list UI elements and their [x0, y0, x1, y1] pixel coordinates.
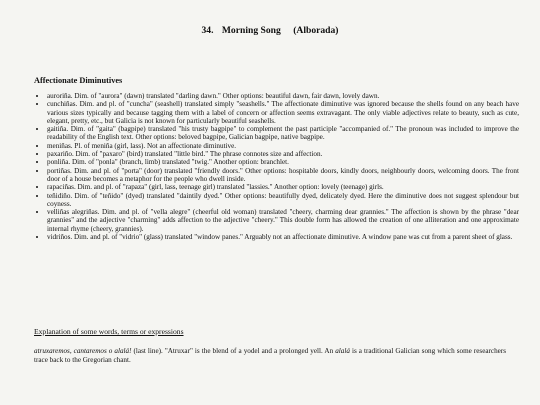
- list-item: • portiñas. Dim. and pl. of "porta" (door) translated "friendly doors." Other options: hospitable doors, kindly doors, neighbourly doors, welcoming doors. The front door of a house becomes a metaphor for the people who dwell inside.: [47, 167, 519, 184]
- list-item: • gaitiña. Dim. of "gaita" (bagpipe) translated "his trusty bagpipe" to complement the past participle "accompanied of." The pronoun was included to improve the readability of the English text. Other options: beloved bagpipe, Galician bagpipe, native bagpipe.: [47, 125, 519, 142]
- list-item: • ponliña. Dim. of "ponla" (branch, limb) translated "twig." Another option: branchlet.: [47, 158, 519, 166]
- song-name: Morning Song: [221, 25, 281, 36]
- explanation-heading: Explanation of some words, terms or expressions: [34, 327, 184, 336]
- list-item: • vidriños. Dim. and pl. of "vidrio" (glass) translated "window panes." Arguably not an affectionate diminutive. A window pane was cut from a parent sheet of glass.: [47, 233, 519, 241]
- list-item: • teñidiño. Dim. of "teñido" (dyed) translated "daintily dyed." Other options: beautifully dyed, delicately dyed. Here the diminutive does not suggest splendour but coyness.: [47, 192, 519, 209]
- explanation-paragraph: [34, 347, 506, 365]
- song-subtitle: (Alborada): [293, 25, 339, 36]
- explanation-term-note: (last line). "Atruxar" is the blend of a yodel and a prolonged yell. An: [131, 347, 336, 355]
- list-item: • paxariño. Dim. of "paxaro" (bird) translated "little bird." The phrase connotes size and affection.: [47, 150, 519, 158]
- list-item: • velliñas alegriñas. Dim. and pl. of "vella alegre" (cheerful old woman) translated "cheery, charming dear grannies." The affection is shown by the phrase "dear grannies" and the adjective "charming" adds affection to the adjective "cheery." This double form has allowed the creation of one alliteration and one approximate internal rhyme (cheery, grannies).: [47, 208, 519, 233]
- diminutives-list: [34, 92, 519, 241]
- list-item: • meniñas. Pl. of meniña (girl, lass). Not an affectionate diminutive.: [47, 142, 519, 150]
- list-item: • rapaciñas. Dim. and pl. of "rapaza" (girl, lass, teenage girl) translated "lassies." Another option: lovely (teenage) girls.: [47, 183, 519, 191]
- section-heading: Affectionate Diminutives: [34, 76, 123, 85]
- list-item: • cunchiñas. Dim. and pl. of "cuncha" (seashell) translated simply "seashells." The affectionate diminutive was ignored because the shells found on any beach have various sizes typically and because tagging them with a label of concern or affection seems extravagant. The only viable adjectives relate to beauty, such as cute, elegant, pretty, etc., but Galicia is not known for particularly beautiful seashells.: [47, 100, 519, 125]
- list-item: • auroriña. Dim. of "aurora" (dawn) translated "darling dawn." Other options: beautiful dawn, fair dawn, lovely dawn.: [47, 92, 519, 100]
- explanation-text-end: is a traditional Galician song which some researchers trace back to the Gregorian chant.: [34, 347, 506, 364]
- song-title: [0, 25, 540, 36]
- explanation-term-alala: alalá: [335, 347, 350, 355]
- explanation-term: atruxaremos, cantaremos o alalá!: [34, 347, 132, 355]
- song-number: 34.: [201, 25, 214, 36]
